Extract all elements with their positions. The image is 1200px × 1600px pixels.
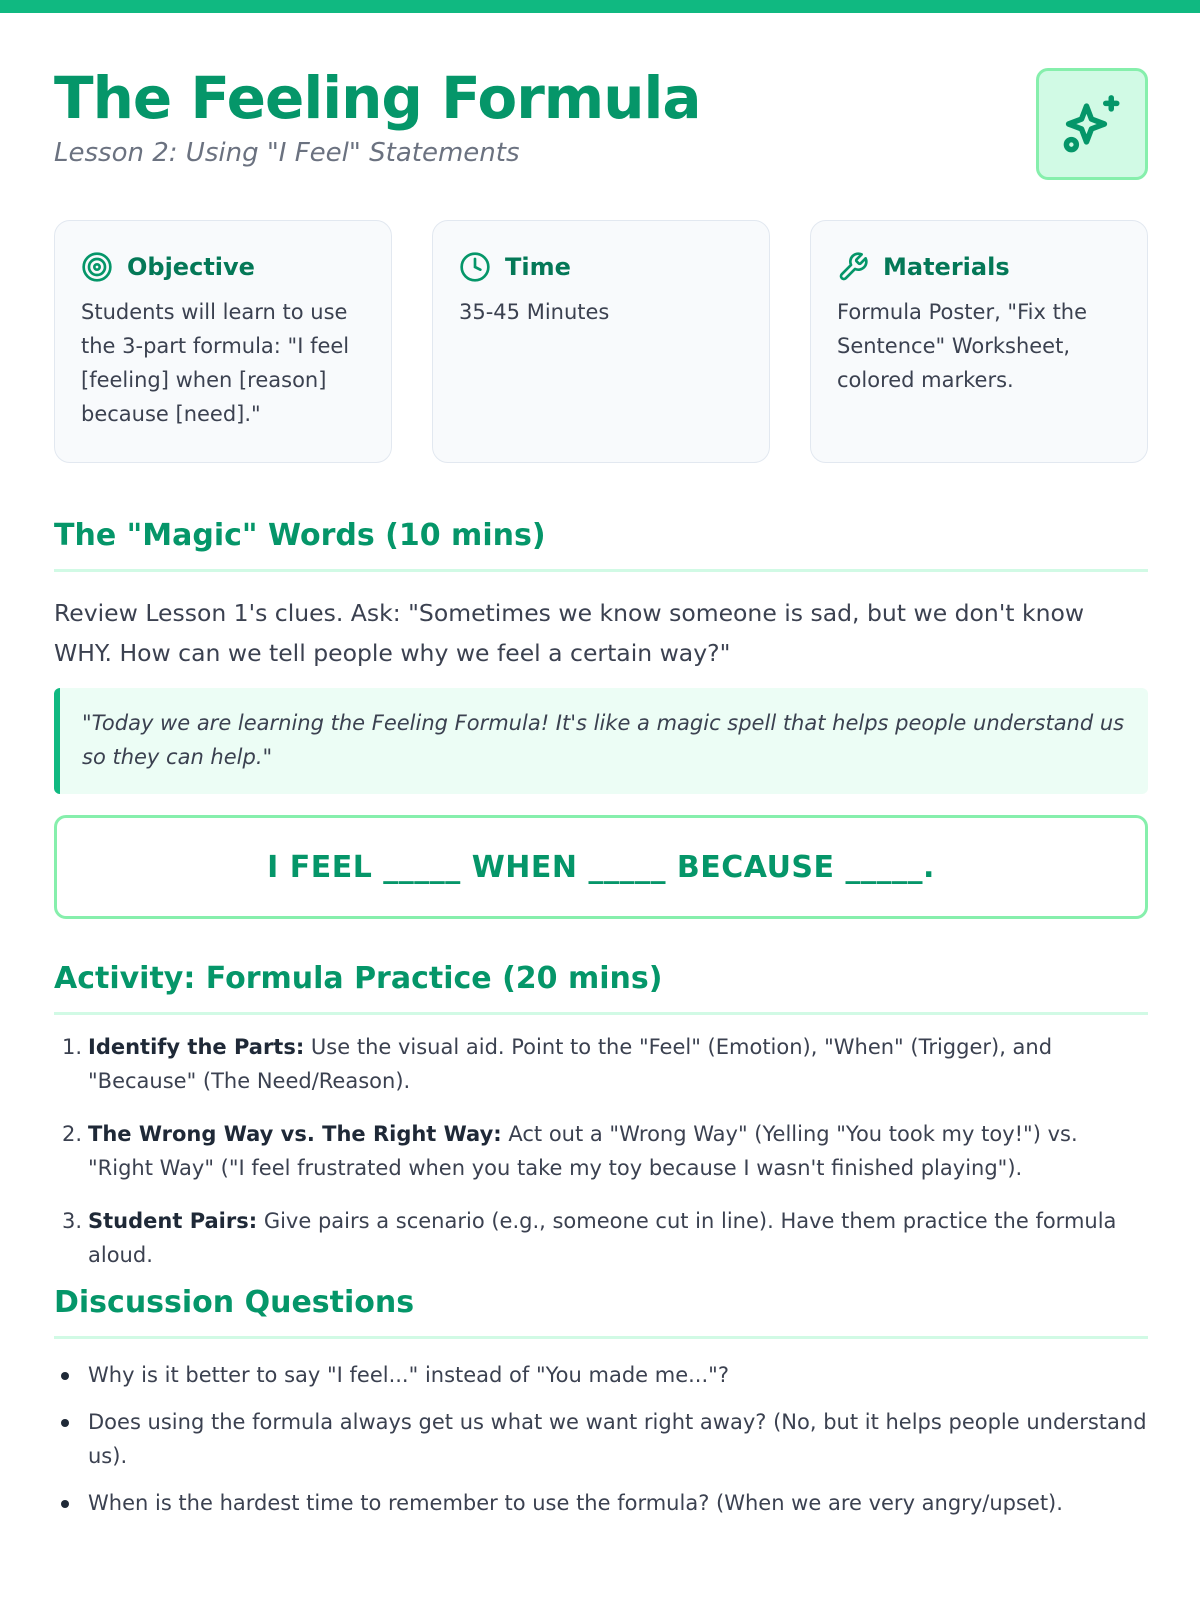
time-text: 35-45 Minutes [459,300,610,324]
discussion-heading: Discussion Questions [54,1285,1148,1339]
step-text: Act out a "Wrong Way" (Yelling "You took my toy!") vs. "Right Way" ("I feel frustrated when you take my toy because I wasn't finished playing"). [88,1122,1078,1180]
time-card [432,220,770,463]
step-label: Student Pairs: [88,1209,258,1233]
bullet-icon [61,1419,69,1427]
list-item [54,1405,1148,1473]
question-text: Does using the formula always get us what we want right away? (No, but it helps people understand us). [88,1410,1147,1468]
discussion-list [54,1358,1148,1533]
step-label: The Wrong Way vs. The Right Way: [88,1122,502,1146]
step-text: Give pairs a scenario (e.g., someone cut in line). Have them practice the formula aloud. [88,1209,1117,1267]
activity-steps [54,1030,1148,1291]
wrench-icon [837,251,869,283]
magic-words-heading: The "Magic" Words (10 mins) [54,518,1148,572]
materials-title: Materials [883,253,1010,281]
formula-text: I FEEL _____ WHEN _____ BECAUSE _____. [267,849,935,885]
question-text: When is the hardest time to remember to use the formula? (When we are very angry/upset). [88,1491,1063,1515]
objective-title: Objective [127,253,255,281]
list-item [54,1358,1148,1392]
list-item [54,1486,1148,1520]
lesson-subtitle: Lesson 2: Using "I Feel" Statements [54,138,520,168]
target-icon [81,251,113,283]
formula-box [54,815,1148,919]
lesson-info-cards [54,220,1148,463]
objective-text: Students will learn to use the 3-part formula: "I feel [feeling] when [reason] because [need]." [81,300,350,426]
sparkles-icon [1059,91,1125,157]
top-accent-bar [0,0,1200,13]
list-item [54,1117,1148,1185]
step-number: 2. [62,1122,83,1146]
list-item [54,1204,1148,1272]
question-text: Why is it better to say "I feel..." instead of "You made me..."? [88,1363,729,1387]
list-item [54,1030,1148,1098]
step-number: 1. [62,1035,83,1059]
teacher-quote [54,688,1148,794]
materials-card [810,220,1148,463]
page-title: The Feeling Formula [54,64,701,132]
lesson-header [54,62,1148,182]
activity-heading: Activity: Formula Practice (20 mins) [54,961,1148,1015]
magic-words-paragraph: Review Lesson 1's clues. Ask: "Sometimes we know someone is sad, but we don't know WHY. How can we tell people why we feel a certain way?" [54,599,1085,667]
step-label: Identify the Parts: [88,1035,305,1059]
step-text: Use the visual aid. Point to the "Feel" (Emotion), "When" (Trigger), and "Because" (The Need/Reason). [88,1035,1053,1093]
time-title: Time [505,253,571,281]
clock-icon [459,251,491,283]
step-number: 3. [62,1209,83,1233]
objective-card [54,220,392,463]
bullet-icon [61,1500,69,1508]
bullet-icon [61,1372,69,1380]
materials-text: Formula Poster, "Fix the Sentence" Worksheet, colored markers. [837,300,1088,392]
quote-text: "Today we are learning the Feeling Formula! It's like a magic spell that helps people understand us so they can help." [82,711,1125,769]
sparkles-badge [1036,68,1148,180]
